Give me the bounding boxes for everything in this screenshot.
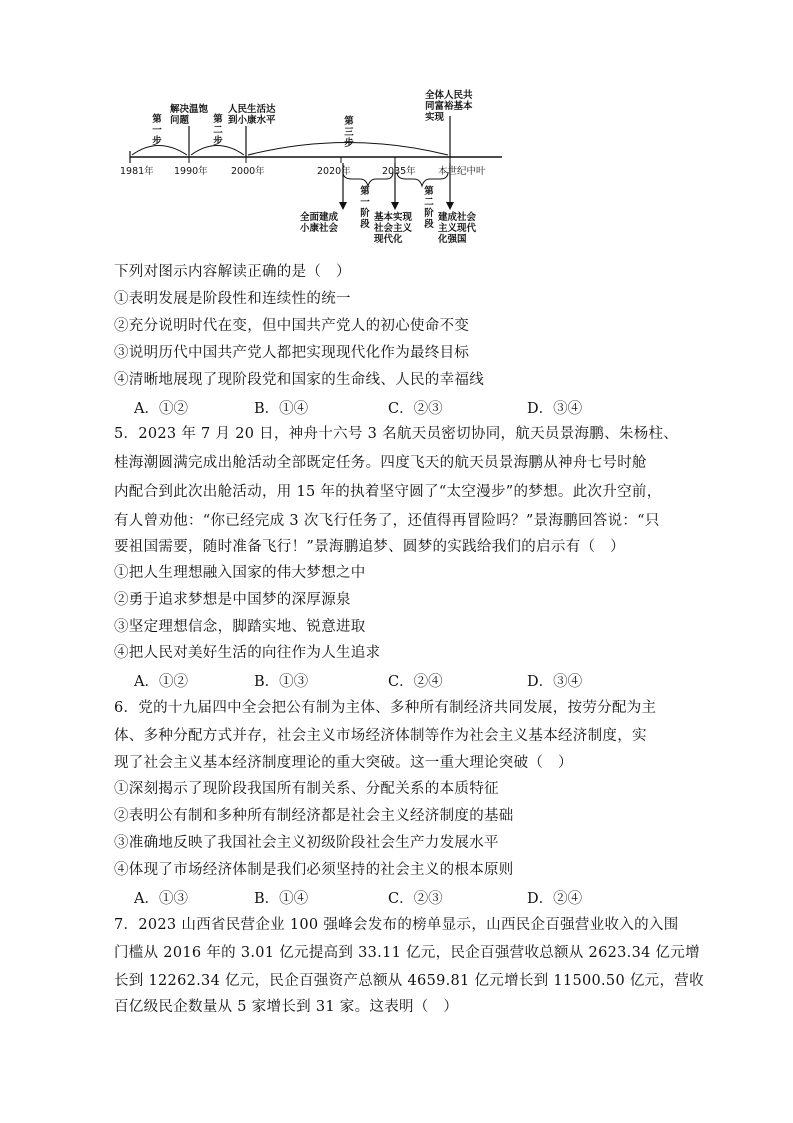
q4-option-c[interactable]: C．②③ (388, 401, 443, 417)
q5-line-1: 5．2023 年 7 月 20 日，神舟十六号 3 名航天员密切协同，航天员景海鹏、朱杨柱、 (114, 426, 679, 442)
step1-top-label: 解决温饱问题 (170, 104, 209, 126)
step1-label: 第一步 (152, 114, 162, 147)
goal-2035-label: 基本实现社会主义现代化 (374, 212, 413, 245)
q4-option-b[interactable]: B．①④ (254, 401, 309, 417)
q5-line-4: 有人曾劝他：“你已经完成 3 次飞行任务了，还值得再冒险吗？”景海鹏回答说：“只 (114, 513, 660, 529)
q4-stem: 下列对图示内容解读正确的是（ ） (114, 264, 351, 280)
q4-item-1: ①表明发展是阶段性和连续性的统一 (114, 291, 351, 307)
q6-line-2: 体、多种分配方式并存，社会主义市场经济体制等作为社会主义基本经济制度，实 (114, 728, 647, 744)
q6-item-1: ①深刻揭示了现阶段我国所有制关系、分配关系的本质特征 (114, 781, 499, 797)
sub-step1-label: 第一阶段 (360, 186, 370, 230)
goal-mid-century-label: 建成社会主义现代化强国 (438, 212, 477, 245)
q5-item-4: ④把人民对美好生活的向往作为人生追求 (114, 645, 381, 661)
q4-item-3: ③说明历代中国共产党人都把实现现代化作为最终目标 (114, 345, 470, 361)
q6-item-2: ②表明公有制和多种所有制经济都是社会主义经济制度的基础 (114, 808, 514, 824)
q7-line-2: 门槛从 2016 年的 3.01 亿元提高到 33.11 亿元，民企百强营收总额从 2623.34 亿元增 (114, 945, 700, 961)
q4-option-a[interactable]: A．①② (134, 401, 188, 417)
q6-item-4: ④体现了市场经济体制是我们必须坚持的社会主义的根本原则 (114, 862, 514, 878)
q7-line-3: 长到 12262.34 亿元，民企百强资产总额从 4659.81 亿元增长到 11500.50 亿元，营收 (114, 973, 704, 989)
q5-option-d[interactable]: D．③④ (527, 674, 583, 690)
year-2000: 2000年 (231, 166, 265, 177)
q5-line-3: 内配合到此次出舱活动，用 15 年的执着坚守圆了“太空漫步”的梦想。此次升空前， (114, 484, 662, 500)
goal-2020-label: 全面建成小康社会 (300, 212, 339, 234)
q5-option-a[interactable]: A．①② (134, 674, 188, 690)
q4-item-2: ②充分说明时代在变，但中国共产党人的初心使命不变 (114, 318, 470, 334)
q6-options (134, 887, 654, 907)
q6-line-3: 现了社会主义基本经济制度理论的重大突破。这一重大理论突破（ ） (114, 755, 573, 771)
q4-item-4: ④清晰地展现了现阶段党和国家的生命线、人民的幸福线 (114, 372, 484, 388)
timeline-diagram (120, 86, 510, 252)
q4-option-d[interactable]: D．③④ (527, 401, 583, 417)
sub-step2-label: 第二阶段 (424, 186, 434, 230)
q5-option-b[interactable]: B．①③ (254, 674, 309, 690)
step2-label: 第二步 (213, 114, 223, 147)
q5-options (134, 670, 654, 690)
q6-item-3: ③准确地反映了我国社会主义初级阶段社会生产力发展水平 (114, 835, 499, 851)
year-2020: 2020年 (317, 166, 351, 177)
q6-option-d[interactable]: D．②④ (527, 891, 583, 907)
q5-item-3: ③坚定理想信念，脚踏实地、锐意进取 (114, 619, 366, 635)
q6-option-c[interactable]: C．②③ (388, 891, 443, 907)
goal-top-label: 全体人民共同富裕基本实现 (425, 90, 473, 123)
q6-option-a[interactable]: A．①③ (134, 891, 188, 907)
q6-line-1: 6．党的十九届四中全会把公有制为主体、多种所有制经济共同发展，按劳分配为主 (114, 700, 657, 716)
year-mid-century: 本世纪中叶 (438, 166, 486, 177)
q5-item-1: ①把人生理想融入国家的伟大梦想之中 (114, 565, 366, 581)
q5-line-5: 要祖国需要，随时准备飞行！”景海鹏追梦、圆梦的实践给我们的启示有（ ） (114, 539, 625, 555)
q5-option-c[interactable]: C．②④ (388, 674, 443, 690)
q5-line-2: 桂海潮圆满完成出舱活动全部既定任务。四度飞天的航天员景海鹏从神舟七号时舱 (114, 455, 647, 471)
q6-option-b[interactable]: B．①④ (254, 891, 309, 907)
year-2035: 2035年 (382, 166, 416, 177)
q5-item-2: ②勇于追求梦想是中国梦的深厚源泉 (114, 592, 351, 608)
q4-options (134, 397, 654, 417)
year-1981: 1981年 (120, 166, 154, 177)
q7-line-4: 百亿级民企数量从 5 家增长到 31 家。这表明（ ） (114, 999, 459, 1015)
step2-top-label: 人民生活达到小康水平 (228, 104, 276, 126)
step3-label: 第三步 (344, 116, 354, 149)
year-1990: 1990年 (174, 166, 208, 177)
q7-line-1: 7．2023 山西省民营企业 100 强峰会发布的榜单显示，山西民企百强营业收入的入围 (114, 917, 679, 933)
